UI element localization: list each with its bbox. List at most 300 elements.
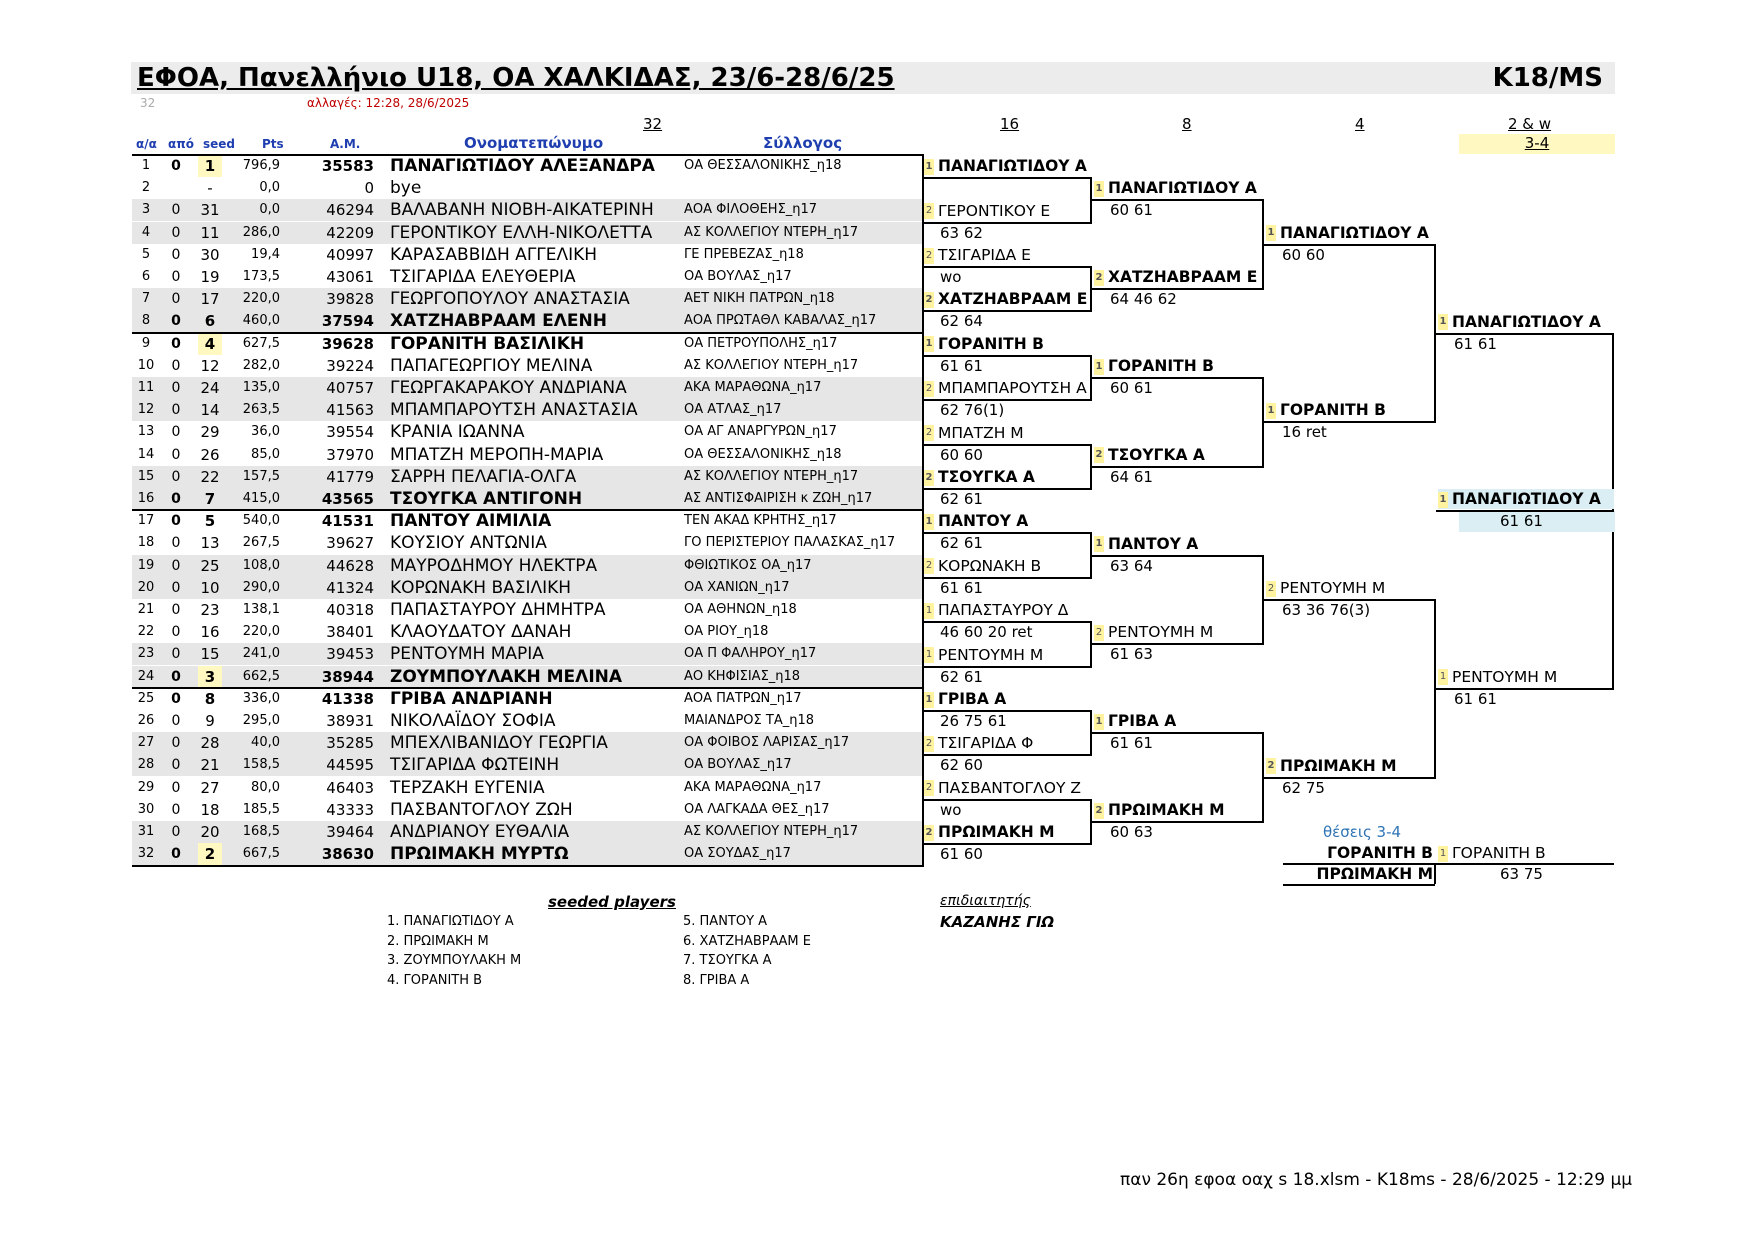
player-club: ΑΕΤ ΝΙΚΗ ΠΑΤΡΩΝ_η18 [684,291,835,307]
player-club: ΑΣ ΚΟΛΛΕΓΙΟΥ ΝΤΕΡΗ_η17 [684,357,859,373]
footer: παν 26η εφοα οαχ s 18.xlsm - K18ms - 28/6/2025 - 12:29 μμ [1120,1170,1633,1190]
third-place-line-1 [1283,863,1435,865]
seed-position-marker: 2 [924,248,934,264]
col-aa: α/α [136,137,157,151]
bracket-winner-name: ΤΣΙΓΑΡΙΔΑ Ε [938,246,1031,264]
player-seed: 18 [200,800,220,819]
player-club: ΟΑ ΛΑΓΚΑΔΑ ΘΕΣ_η17 [684,801,830,817]
round-4-header: 4 [1355,115,1365,133]
player-seed: 2 [198,843,222,865]
bracket-score: 61 61 [1454,689,1497,708]
player-name: ΚΡΑΝΙΑ ΙΩΑΝΝΑ [390,422,525,443]
bracket-winner-name: ΠΑΣΒΑΝΤΟΓΛΟΥ Ζ [938,778,1082,797]
seed-position-marker: 1 [1438,846,1448,862]
seed-position-marker: 2 [1094,270,1104,286]
bracket-score: 60 60 [940,445,983,464]
third-place-player-1: ΓΟΡΑΝΙΤΗ Β [1327,844,1433,862]
player-seed: 11 [200,223,220,242]
player-row [132,732,924,754]
bracket-winner-name: ΠΑΝΑΓΙΩΤΙΔΟΥ Α [1280,223,1429,242]
player-name: ΓΕΩΡΓΟΠΟΥΛΟΥ ΑΝΑΣΤΑΣΙΑ [390,289,630,310]
player-from: 0 [171,335,181,352]
player-points: 460,0 [242,313,280,329]
player-index: 20 [137,579,155,595]
player-points: 220,0 [242,624,280,640]
player-club: ΟΑ Π ΦΑΛΗΡΟΥ_η17 [684,646,817,662]
bracket-score: 26 75 61 [940,712,1007,730]
player-id: 46403 [326,778,374,797]
champion-line [1436,510,1614,512]
player-seed: 25 [200,556,220,575]
player-points: 0,0 [259,180,280,196]
bracket-line [922,621,1092,623]
bracket-entry [924,289,1087,309]
player-index: 13 [137,424,155,440]
seed-position-marker: 2 [924,825,934,841]
player-from: 0 [171,313,181,330]
bracket-line [922,488,1092,490]
player-name: ΣΑΡΡΗ ΠΕΛΑΓΙΑ-ΟΛΓΑ [390,466,577,487]
player-from: 0 [171,424,181,441]
bracket-winner-name: ΠΡΩΙΜΑΚΗ Μ [1280,756,1397,775]
player-club: ΑΣ ΑΝΤΙΣΦΑΙΡΙΣΗ κ ΖΩΗ_η17 [684,491,873,506]
player-from: 0 [171,824,181,840]
bracket-score: 61 61 [940,578,983,597]
bracket-winner-name: ΠΡΩΙΜΑΚΗ Μ [1108,801,1225,819]
player-id: 38401 [326,623,374,642]
player-club: ΟΑ ΑΓ ΑΝΑΡΓΥΡΩΝ_η17 [684,424,837,440]
seed-position-marker: 1 [1266,403,1276,419]
player-points: 263,5 [242,402,280,418]
player-index: 28 [137,757,155,773]
bracket-line [1264,244,1436,246]
bracket-score: 62 60 [940,756,983,775]
player-seed: 9 [205,712,215,730]
bracket-score: 62 61 [940,534,983,553]
player-seed: 13 [200,534,220,553]
player-id: 39828 [326,290,374,309]
player-id: 42209 [326,223,374,242]
bracket-entry [924,689,1006,709]
seed-position-marker: 2 [924,381,934,397]
player-id: 43061 [326,268,374,286]
player-id: 39554 [326,423,374,442]
bracket-line [1436,333,1614,335]
player-club: ΤΕΝ ΑΚΑΔ ΚΡΗΤΗΣ_η17 [684,513,837,529]
player-name: ΤΕΡΖΑΚΗ ΕΥΓΕΝΙΑ [390,777,545,798]
player-row [132,799,924,821]
bracket-winner-name: ΚΟΡΩΝΑΚΗ Β [938,556,1042,575]
bracket-entry [1266,223,1429,243]
bracket-score: 60 60 [1282,245,1325,264]
bracket-score: 62 61 [940,667,983,686]
player-seed: 12 [200,356,220,375]
bracket-line [922,266,1092,268]
bracket-entry [924,556,1041,576]
player-from: 0 [171,491,181,507]
round-16-header: 16 [1000,115,1020,133]
player-index: 17 [137,513,155,529]
player-index: 19 [137,557,155,573]
seed-position-marker: 2 [1094,625,1104,641]
player-index: 15 [137,468,155,484]
bracket-entry [1094,622,1213,642]
bracket-entry [924,378,1087,398]
player-club: ΑΚΑ ΜΑΡΑΘΩΝΑ_η17 [684,779,822,795]
player-from: 0 [171,779,181,796]
player-points: 286,0 [242,224,280,240]
player-id: 38944 [321,667,374,686]
player-row [132,666,924,688]
bracket-score: 60 61 [1110,201,1153,220]
player-seed: 29 [200,423,220,442]
player-from: 0 [171,246,181,263]
player-from: 0 [171,668,181,685]
player-id: 38931 [326,712,374,730]
bracket-score: 62 61 [940,490,983,508]
player-points: 36,0 [251,424,280,440]
group-separator [132,687,924,689]
bracket-winner-name: ΓΕΡΟΝΤΙΚΟΥ Ε [938,201,1051,220]
player-id: 41563 [326,401,374,420]
bracket-entry [1438,312,1601,332]
bracket-score: 61 61 [940,356,983,375]
player-row [132,843,924,865]
player-name: ΖΟΥΜΠΟΥΛΑΚΗ ΜΕΛΙΝΑ [390,666,623,687]
event-code: K18/MS [1492,63,1603,93]
player-from: 0 [171,735,181,752]
player-index: 1 [141,158,151,173]
player-from: 0 [171,602,181,618]
seed-position-marker: 1 [1094,181,1104,197]
player-from: 0 [171,224,181,241]
player-name: ΠΡΩΙΜΑΚΗ ΜΥΡΤΩ [390,844,569,865]
player-points: 168,5 [242,824,280,839]
player-club: ΑΣ ΚΟΛΛΕΓΙΟΥ ΝΤΕΡΗ_η17 [684,224,859,240]
bracket-line [922,666,1092,668]
round-32-header: 32 [643,115,663,133]
bracket-winner-name: ΡΕΝΤΟΥΜΗ Μ [1452,667,1558,686]
player-name: ΓΕΩΡΓΑΚΑΡΑΚΟΥ ΑΝΔΡΙΑΝΑ [390,378,627,398]
player-points: 796,9 [242,158,280,173]
player-club: ΟΑ ΘΕΣΣΑΛΟΝΙΚΗΣ_η18 [684,158,842,173]
player-points: 241,0 [242,646,280,662]
seed-position-marker: 1 [1438,314,1448,330]
bracket-entry [1094,711,1176,731]
bracket-line [922,843,1092,845]
player-id: 41779 [326,467,374,486]
player-row [132,777,924,799]
player-name: ΑΝΔΡΙΑΝΟΥ ΕΥΘΑΛΙΑ [390,822,570,842]
bracket-line [922,754,1092,756]
player-id: 0 [364,179,374,198]
player-seed: 16 [200,623,220,642]
bracket-entry [924,423,1024,443]
bracket-entry [924,511,1028,531]
bracket-line [1092,821,1264,823]
player-club: ΓΟ ΠΕΡΙΣΤΕΡΙΟΥ ΠΑΛΑΣΚΑΣ_η17 [684,535,896,551]
player-index: 24 [137,668,155,684]
player-from: 0 [171,579,181,596]
player-club: ΑΣ ΚΟΛΛΕΓΙΟΥ ΝΤΕΡΗ_η17 [684,824,859,839]
player-row [132,444,924,466]
player-seed: 31 [200,201,220,220]
player-name: ΤΣΟΥΓΚΑ ΑΝΤΙΓΟΝΗ [390,489,583,509]
bracket-entry [924,467,1035,487]
player-id: 39628 [321,334,374,353]
bracket-winner-name: ΜΠΑΜΠΑΡΟΥΤΣΗ Α [938,379,1087,398]
player-row [132,577,924,599]
player-seed: 28 [200,734,220,753]
bracket-score: 62 75 [1282,778,1325,797]
bracket-line [922,177,1092,179]
player-row [132,155,924,177]
player-points: 662,5 [242,668,280,684]
seeded-player: 1. ΠΑΝΑΓΙΩΤΙΔΟΥ Α [387,914,514,929]
player-row [132,399,924,421]
player-points: 185,5 [242,801,280,817]
bracket-score: 64 61 [1110,467,1153,486]
bracket-score: 61 63 [1110,645,1153,664]
player-name: ΚΟΡΩΝΑΚΗ ΒΑΣΙΛΙΚΗ [390,577,572,598]
bracket-entry [924,733,1033,753]
bracket-entry [924,201,1050,221]
bracket-line [922,799,1092,801]
player-row [132,377,924,399]
player-seed: 15 [200,645,220,664]
player-name: ΠΑΠΑΣΤΑΥΡΟΥ ΔΗΜΗΤΡΑ [390,600,606,620]
bracket-score: 62 76(1) [940,401,1005,420]
player-club: ΟΑ ΑΘΗΝΩΝ_η18 [684,602,797,617]
bracket-score: 62 64 [940,312,983,331]
player-id: 40997 [326,245,374,264]
player-id: 39627 [326,534,374,553]
bracket-winner-name: ΠΑΝΑΓΙΩΤΙΔΟΥ Α [1452,312,1601,331]
player-index: 5 [141,246,151,262]
group-separator [132,332,924,334]
page-title: ΕΦΟΑ, Πανελλήνιο U18, ΟΑ ΧΑΛΚΙΔΑΣ, 23/6-28/6/25 [137,63,895,93]
player-club: ΑΟΑ ΠΡΩΤΑΘΛ ΚΑΒΑΛΑΣ_η17 [684,313,877,329]
player-from: 0 [171,757,181,774]
player-row [132,421,924,443]
player-points: 667,5 [242,846,280,862]
player-seed: 4 [198,333,222,355]
seed-position-marker: 1 [1094,714,1104,730]
player-row [132,488,924,510]
player-index: 3 [141,202,151,218]
bracket-line [922,710,1092,712]
seed-position-marker: 1 [924,159,934,175]
player-name: ΧΑΤΖΗΑΒΡΑΑΜ ΕΛΕΝΗ [390,311,607,332]
player-name: ΝΙΚΟΛΑΪΔΟΥ ΣΟΦΙΑ [390,711,556,731]
player-name: ΚΟΥΣΙΟΥ ΑΝΤΩΝΙΑ [390,533,547,554]
bracket-line [922,444,1092,446]
player-seed: 8 [204,689,216,708]
player-index: 16 [137,491,155,506]
player-seed: - [207,179,213,198]
bracket-winner-name: ΓΡΙΒΑ Α [1108,712,1177,731]
player-from: 0 [171,535,181,552]
bracket-line [1092,288,1264,290]
player-seed: 23 [200,601,220,619]
player-id: 44595 [326,756,374,775]
player-row [132,466,924,488]
bracket-entry [1094,178,1257,198]
player-id: 37594 [321,312,374,331]
player-index: 29 [137,779,155,795]
player-club: ΓΕ ΠΡΕΒΕΖΑΣ_η18 [684,246,804,262]
player-index: 11 [137,380,155,395]
player-row [132,621,924,643]
bracket-entry [924,156,1087,176]
seeded-player: 7. ΤΣΟΥΓΚΑ Α [683,953,772,968]
player-seed: 21 [200,756,220,775]
seed-position-marker: 1 [1438,669,1448,685]
seed-position-marker: 1 [1094,359,1104,375]
bracket-score: 63 64 [1110,556,1153,575]
player-points: 220,0 [242,291,280,307]
seed-position-marker: 2 [1094,803,1104,819]
player-points: 157,5 [242,468,280,484]
player-from: 0 [171,690,181,707]
seed-position-marker: 1 [924,336,934,352]
bracket-winner-name: ΓΡΙΒΑ Α [938,690,1007,708]
player-club: ΟΑ ΠΕΤΡΟΥΠΟΛΗΣ_η17 [684,335,838,351]
third-place-connector [1434,863,1436,884]
third-place-winner [1438,843,1546,863]
player-row [132,555,924,577]
seeded-title: seeded players [548,893,676,911]
bracket-entry [1438,667,1557,687]
bracket-score: wo [940,800,962,819]
seed-position-marker: 1 [924,603,934,619]
player-name: ΓΕΡΟΝΤΙΚΟΥ ΕΛΛΗ-ΝΙΚΟΛΕΤΤΑ [390,222,653,243]
bracket-winner-name: ΠΑΠΑΣΤΑΥΡΟΥ Δ [938,601,1069,620]
champion-score: 61 61 [1500,512,1543,531]
player-index: 4 [141,224,151,240]
player-row [132,688,924,710]
bracket-entry [1094,267,1257,287]
player-index: 23 [137,646,155,662]
player-name: ΓΡΙΒΑ ΑΝΔΡΙΑΝΗ [390,688,553,709]
player-points: 336,0 [242,690,280,706]
player-points: 267,5 [242,535,280,551]
player-club: ΑΟ ΚΗΦΙΣΙΑΣ_η18 [684,668,801,684]
player-from: 0 [171,624,181,641]
player-points: 135,0 [242,380,280,395]
player-name: bye [390,178,422,199]
player-from: 0 [171,801,181,818]
bracket-score: wo [940,268,962,286]
player-index: 27 [137,735,155,751]
seed-position-marker: 1 [1266,225,1276,241]
bracket-winner-name: ΓΟΡΑΝΙΤΗ Β [1108,357,1214,375]
third-place-score: 63 75 [1500,865,1543,883]
player-name: ΜΠΑΜΠΑΡΟΥΤΣΗ ΑΝΑΣΤΑΣΙΑ [390,400,638,421]
bracket-entry [1094,445,1205,465]
player-points: 290,0 [242,579,280,595]
bracket-line [922,577,1092,579]
player-row [132,266,924,288]
player-points: 19,4 [251,246,280,262]
bracket-score: 63 36 76(3) [1282,601,1371,619]
player-row [132,532,924,554]
player-from: 0 [171,513,181,530]
player-seed: 10 [200,578,220,597]
player-index: 31 [137,824,155,839]
bracket-score: 16 ret [1282,423,1327,442]
player-id: 38630 [321,845,374,864]
bracket-line [922,222,1092,224]
player-seed: 6 [204,312,216,331]
bracket-line [1092,377,1264,379]
player-index: 2 [141,180,151,196]
changes-timestamp: αλλαγές: 12:28, 28/6/2025 [307,96,470,110]
player-seed: 27 [200,778,220,797]
third-place-header: 3-4 [1459,134,1615,154]
seed-position-marker: 2 [1266,758,1276,774]
player-seed: 22 [200,467,220,486]
bracket-winner-name: ΡΕΝΤΟΥΜΗ Μ [1108,623,1214,642]
player-row [132,821,924,843]
seed-position-marker: 1 [1094,536,1104,552]
bracket-winner-name: ΠΡΩΙΜΑΚΗ Μ [938,823,1055,842]
bracket-entry [924,334,1044,354]
player-points: 415,0 [242,491,280,506]
player-seed: 5 [204,512,216,531]
bracket-winner-name: ΡΕΝΤΟΥΜΗ Μ [938,645,1044,664]
col-apo: από [168,137,194,151]
champion-entry [1438,489,1614,509]
player-points: 0,0 [259,202,280,218]
player-seed: 30 [200,245,220,264]
player-seed: 20 [200,823,220,841]
player-points: 173,5 [242,269,280,284]
third-place-label: θέσεις 3-4 [1323,823,1402,841]
player-from: 0 [171,357,181,374]
bracket-entry [1094,356,1214,376]
player-index: 9 [141,335,151,351]
bracket-score: 61 60 [940,845,983,864]
bracket-winner-name: ΜΠΑΤΖΗ Μ [938,423,1024,442]
seed-position-marker: 1 [924,647,934,663]
bracket-line [1264,421,1436,423]
seed-position-marker: 2 [924,470,934,486]
bracket-line [922,532,1092,534]
player-from: 0 [171,713,181,729]
player-club: ΟΑ ΑΤΛΑΣ_η17 [684,402,782,418]
player-from: 0 [171,158,181,174]
bracket-entry [1266,578,1385,598]
player-index: 12 [137,402,155,418]
player-id: 40318 [326,601,374,619]
player-id: 39453 [326,645,374,664]
player-index: 8 [141,313,151,329]
seed-position-marker: 1 [924,514,934,530]
player-row [132,355,924,377]
player-seed: 3 [198,666,222,688]
group-separator [132,509,924,511]
player-club: ΟΑ ΒΟΥΛΑΣ_η17 [684,757,792,773]
bracket-line [1264,599,1436,601]
player-row [132,510,924,532]
player-id: 39464 [326,823,374,841]
bracket-winner-name: ΧΑΤΖΗΑΒΡΑΑΜ Ε [938,290,1088,309]
player-points: 282,0 [242,357,280,373]
player-from: 0 [171,646,181,663]
player-index: 6 [141,269,151,284]
player-index: 30 [137,801,155,817]
